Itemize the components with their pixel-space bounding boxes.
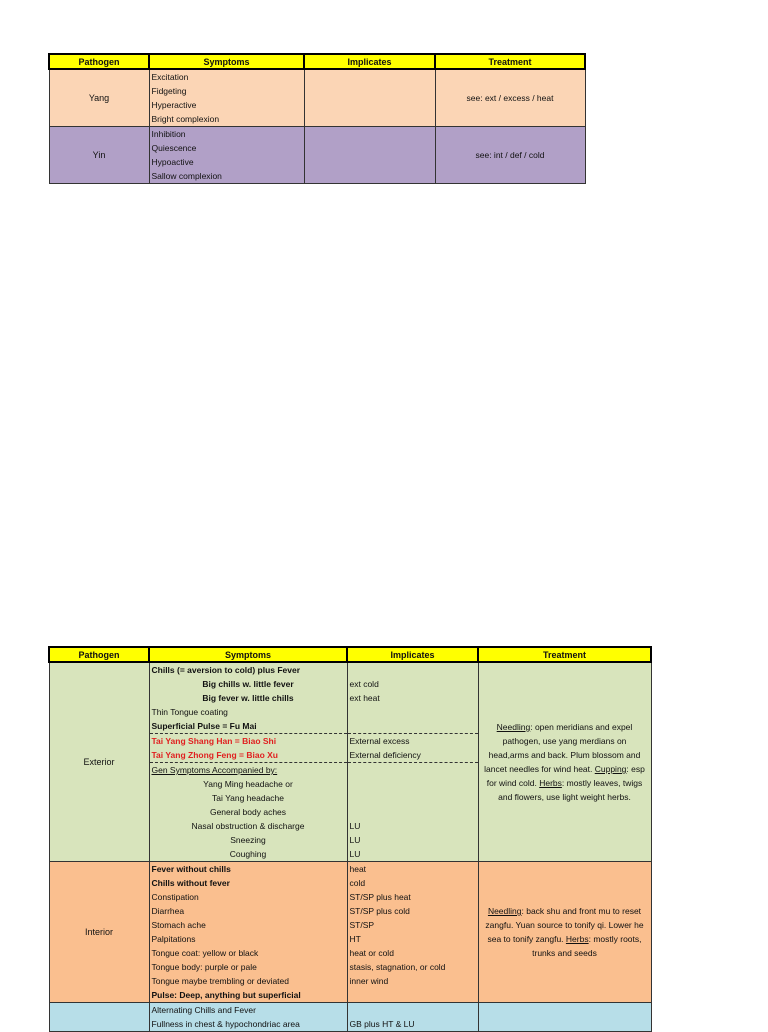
exterior-interior-table xyxy=(48,646,652,1032)
needling-text: : back shu and front mu to reset zangfu. Yuan source to tonify qi. Lower he sea to tonify zangfu. xyxy=(485,906,644,944)
symptom-line: Tongue body: purple or pale xyxy=(151,962,257,972)
implicate-line: inner wind xyxy=(349,976,389,986)
symptom-line: Big fever w. little chills xyxy=(202,693,294,703)
table-row xyxy=(49,69,585,127)
symptoms-cell xyxy=(149,662,347,862)
needling-text: : open meridians and expel pathogen, use yang merdians on head,arms and back. Plum blossom and lancet needles for wind heat. xyxy=(484,722,641,774)
header-symptoms: Symptoms xyxy=(149,647,347,662)
implicates-cell xyxy=(347,662,478,862)
cupping-label: Cupping xyxy=(594,764,627,774)
herbs-text: : mostly leaves, twigs and flowers, use light weight herbs. xyxy=(498,778,643,802)
treatment-cell xyxy=(478,662,651,862)
needling-label: Needling xyxy=(487,906,522,916)
implicate-line xyxy=(348,777,478,791)
symptom-line: Thin Tongue coating xyxy=(151,707,228,717)
implicate-line: GB plus HT & LU xyxy=(349,1019,415,1029)
symptom-line: Stomach ache xyxy=(151,920,206,930)
implicate-line: HT xyxy=(349,934,361,944)
pathogen-cell: Yang xyxy=(49,69,149,127)
implicate-line xyxy=(348,805,478,819)
implicate-line xyxy=(348,663,478,677)
implicate-line: ext heat xyxy=(349,693,380,703)
symptom-line: Diarrhea xyxy=(151,906,185,916)
herbs-text: : mostly roots, trunks and seeds xyxy=(532,934,642,958)
pathogen-cell: Interior xyxy=(49,862,149,1003)
implicate-line xyxy=(348,1003,478,1017)
symptom-line: Yang Ming headache or xyxy=(203,779,293,789)
table-row xyxy=(49,127,585,184)
symptom-line: Superficial Pulse = Fu Mai xyxy=(150,719,347,734)
table-row xyxy=(49,1003,651,1032)
pathogen-cell: Exterior xyxy=(49,662,149,862)
table-header-row xyxy=(49,647,651,662)
symptom-line: Hyperactive xyxy=(151,100,197,110)
header-symptoms: Symptoms xyxy=(149,54,304,69)
implicates-cell xyxy=(347,862,478,1003)
symptom-line: Excitation xyxy=(151,72,189,82)
needling-label: Needling xyxy=(496,722,531,732)
header-pathogen: Pathogen xyxy=(49,647,149,662)
symptom-line: General body aches xyxy=(209,807,287,817)
table-header-row xyxy=(49,54,585,69)
symptom-line: Hypoactive xyxy=(151,157,194,167)
symptom-line: Coughing xyxy=(229,849,267,859)
table-row xyxy=(49,662,651,862)
treatment-cell xyxy=(478,862,651,1003)
symptom-line: Constipation xyxy=(151,892,199,902)
symptom-line: Chills without fever xyxy=(151,878,230,888)
symptom-line: Sallow complexion xyxy=(151,171,222,181)
header-pathogen: Pathogen xyxy=(49,54,149,69)
treatment-cell: see: ext / excess / heat xyxy=(435,69,585,127)
symptom-line: Tai Yang Shang Han = Biao Shi xyxy=(151,736,277,746)
symptom-line: Big chills w. little fever xyxy=(202,679,294,689)
symptoms-cell xyxy=(149,127,304,184)
implicate-line: ST/SP plus heat xyxy=(349,892,411,902)
implicate-line: stasis, stagnation, or cold xyxy=(349,962,446,972)
header-implicates: Implicates xyxy=(347,647,478,662)
symptom-line: Fullness in chest & hypochondriac area xyxy=(151,1019,300,1029)
treatment-cell: see: int / def / cold xyxy=(435,127,585,184)
implicate-line xyxy=(348,763,478,777)
symptom-line: Bright complexion xyxy=(151,114,220,124)
symptom-line: Sneezing xyxy=(230,835,266,845)
symptom-line: Gen Symptoms Accompanied by: xyxy=(151,765,278,775)
cupping-text: : esp for wind cold. xyxy=(486,764,645,788)
symptom-line: Tongue maybe trembling or deviated xyxy=(151,976,289,986)
implicate-line: LU xyxy=(349,835,361,845)
symptom-line: Fidgeting xyxy=(151,86,187,96)
implicate-line xyxy=(348,791,478,805)
herbs-label: Herbs xyxy=(539,778,562,788)
herbs-label: Herbs xyxy=(565,934,589,944)
symptom-line: Palpitations xyxy=(151,934,196,944)
implicates-cell xyxy=(304,127,435,184)
symptom-line: Alternating Chills and Fever xyxy=(151,1005,256,1015)
symptom-line: Tai Yang Zhong Feng = Biao Xu xyxy=(150,748,347,763)
pathogen-cell: Yin xyxy=(49,127,149,184)
header-treatment: Treatment xyxy=(478,647,651,662)
implicate-line: LU xyxy=(349,821,361,831)
implicate-line: ST/SP xyxy=(349,920,375,930)
symptom-line: Chills (= aversion to cold) plus Fever xyxy=(151,665,301,675)
symptom-line: Pulse: Deep, anything but superficial xyxy=(151,990,301,1000)
symptom-line: Quiescence xyxy=(151,143,197,153)
table-row xyxy=(49,862,651,1003)
treatment-cell xyxy=(478,1003,651,1032)
implicate-line: heat xyxy=(349,864,367,874)
implicate-line xyxy=(348,705,478,719)
implicate-line: ext cold xyxy=(349,679,379,689)
implicate-line: LU xyxy=(349,849,361,859)
pathogen-cell xyxy=(49,1003,149,1032)
implicate-line xyxy=(348,988,478,1002)
yin-yang-table xyxy=(48,53,586,184)
implicates-cell xyxy=(304,69,435,127)
implicates-cell xyxy=(347,1003,478,1032)
symptom-line: Fever without chills xyxy=(151,864,231,874)
symptom-line: Tongue coat: yellow or black xyxy=(151,948,259,958)
symptoms-cell xyxy=(149,69,304,127)
symptom-line: Tai Yang headache xyxy=(212,793,284,803)
header-treatment: Treatment xyxy=(435,54,585,69)
implicate-line: ST/SP plus cold xyxy=(349,906,410,916)
implicate-line xyxy=(348,719,478,734)
header-implicates: Implicates xyxy=(304,54,435,69)
symptom-line: Nasal obstruction & discharge xyxy=(191,821,305,831)
implicate-line: External deficiency xyxy=(348,748,478,763)
symptoms-cell xyxy=(149,862,347,1003)
symptom-line: Inhibition xyxy=(151,129,186,139)
implicate-line: cold xyxy=(349,878,366,888)
implicate-line: External excess xyxy=(349,736,410,746)
symptoms-cell xyxy=(149,1003,347,1032)
implicate-line: heat or cold xyxy=(349,948,394,958)
